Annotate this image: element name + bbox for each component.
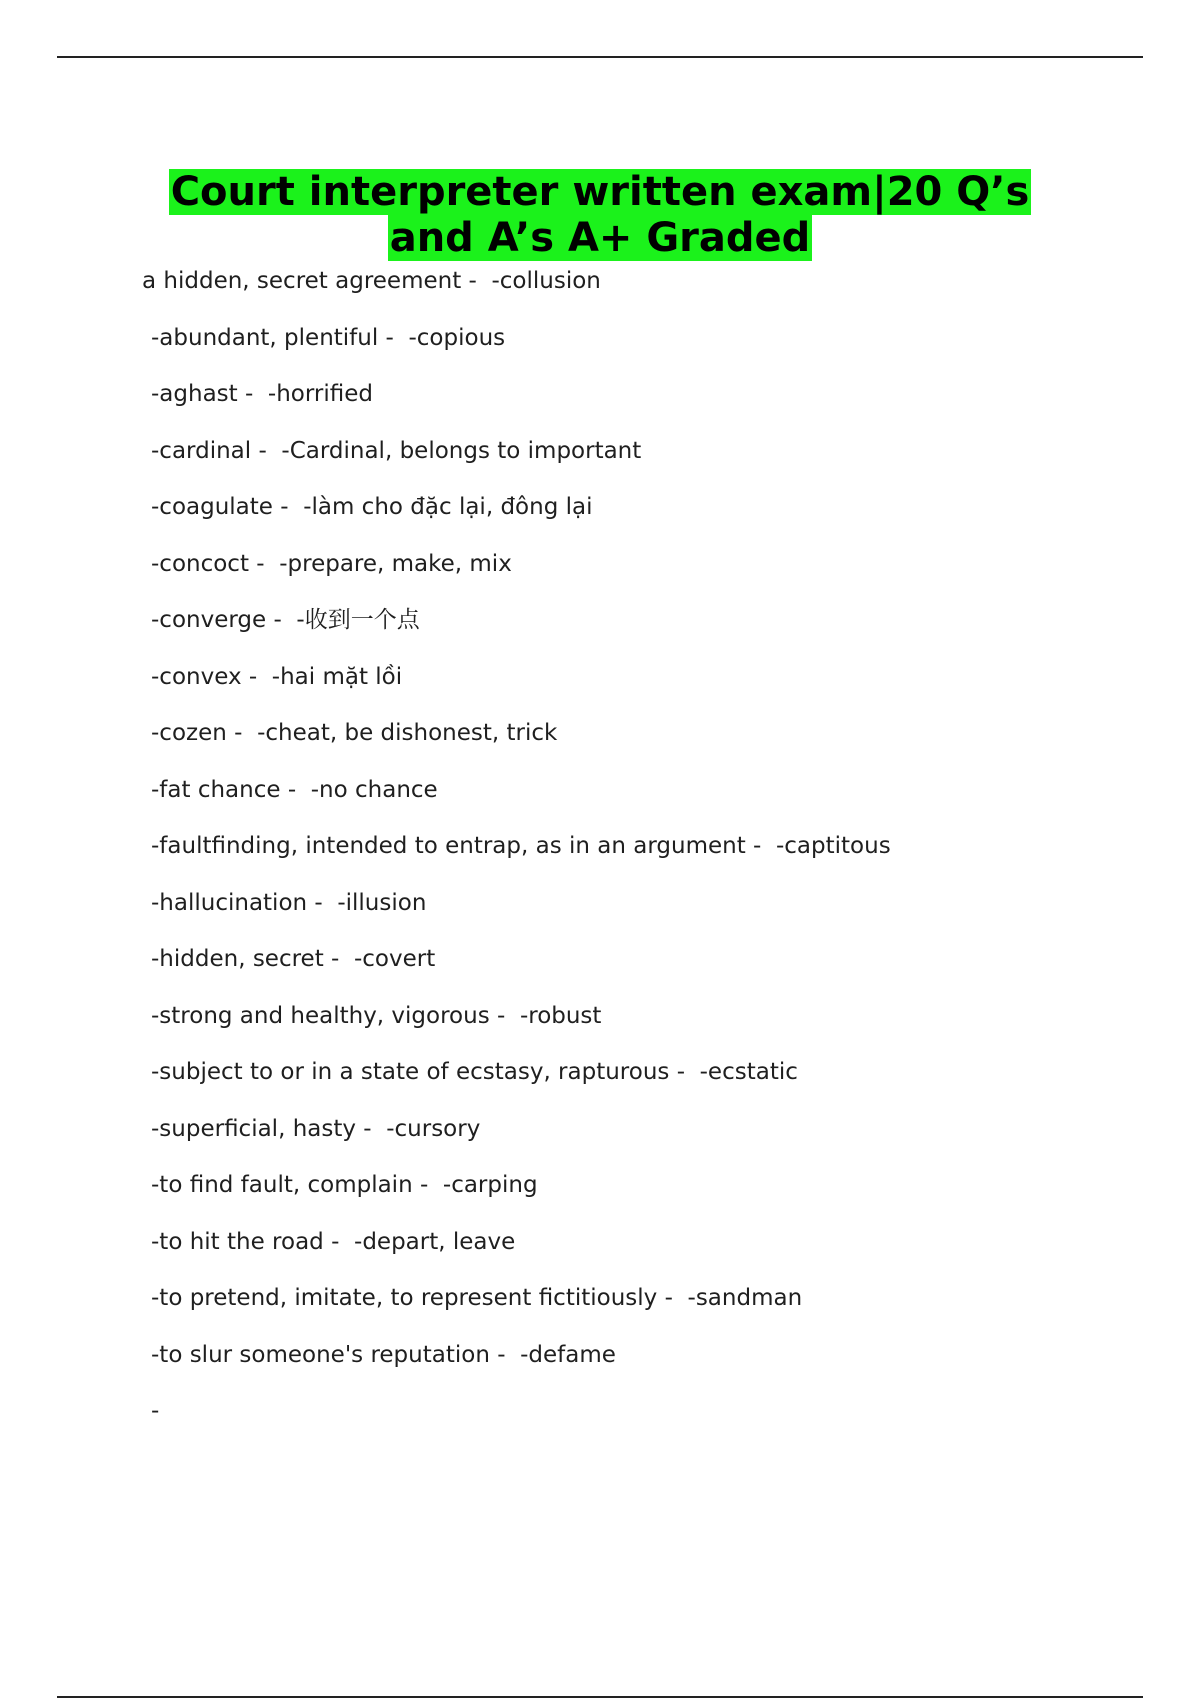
list-item bbox=[151, 1336, 1144, 1393]
entry-separator: - bbox=[272, 494, 304, 520]
list-item bbox=[151, 375, 1144, 432]
list-item bbox=[151, 1110, 1144, 1167]
entry-answer: -sandman bbox=[687, 1285, 803, 1311]
list-item bbox=[151, 884, 1144, 941]
entry-term: -convex bbox=[151, 663, 242, 690]
entry-separator: - bbox=[461, 268, 492, 294]
list-item bbox=[151, 997, 1144, 1054]
list-item bbox=[151, 545, 1144, 602]
entry-term: -hallucination bbox=[151, 889, 308, 916]
entry-term: -to hit the road bbox=[151, 1228, 324, 1255]
entry-separator: - bbox=[489, 1341, 521, 1368]
entry-separator: - bbox=[307, 889, 338, 916]
bottom-rule bbox=[57, 1696, 1143, 1698]
entry-term: a hidden, secret agreement bbox=[142, 268, 462, 294]
entry-term: -cozen bbox=[151, 720, 227, 746]
entry-answer: -captitous bbox=[775, 833, 891, 859]
list-item bbox=[151, 714, 1144, 771]
entry-term: -abundant, plentiful bbox=[151, 324, 379, 351]
entry-answer: -collusion bbox=[491, 268, 601, 294]
entry-separator: - bbox=[657, 1285, 688, 1311]
entry-separator: - bbox=[745, 833, 776, 859]
entry-separator: - bbox=[237, 381, 268, 407]
entry-term: -subject to or in a state of ecstasy, rapturous bbox=[151, 1059, 670, 1085]
list-item bbox=[151, 319, 1144, 376]
entry-separator: - bbox=[412, 1172, 443, 1198]
entry-answer: -prepare, make, mix bbox=[279, 550, 512, 577]
entry-separator: - bbox=[241, 663, 272, 690]
entry-separator: - bbox=[355, 1115, 387, 1142]
list-item bbox=[151, 771, 1144, 828]
entry-separator: - bbox=[280, 776, 311, 803]
entry-term: -hidden, secret bbox=[151, 946, 324, 972]
entry-answer: -làm cho đặc lại, đông lại bbox=[303, 494, 593, 520]
entry-separator: - bbox=[226, 720, 258, 746]
entry-answer: -收到一个点 bbox=[296, 607, 420, 633]
entry-answer: -carping bbox=[442, 1172, 538, 1198]
entry-answer: -ecstatic bbox=[699, 1059, 798, 1085]
top-rule bbox=[57, 56, 1143, 58]
entry-term: -to find fault, complain bbox=[151, 1172, 413, 1198]
entry-term: -converge bbox=[151, 607, 267, 633]
entry-term: -superficial, hasty bbox=[151, 1115, 356, 1142]
entry-term: -faultfinding, intended to entrap, as in an argument bbox=[151, 833, 746, 859]
list-item bbox=[151, 1279, 1144, 1336]
entry-separator: - bbox=[323, 946, 354, 972]
entry-separator: - bbox=[489, 1002, 520, 1029]
entry-term: -aghast bbox=[151, 381, 238, 407]
entry-separator: - bbox=[251, 437, 282, 464]
entry-answer: -covert bbox=[353, 946, 436, 972]
entry-separator: - bbox=[323, 1228, 355, 1255]
list-item bbox=[151, 1053, 1144, 1110]
list-item bbox=[151, 601, 1144, 658]
list-item bbox=[151, 1223, 1144, 1280]
entry-answer: -horrified bbox=[267, 381, 373, 407]
list-item bbox=[151, 940, 1144, 997]
entry-separator: - bbox=[248, 550, 280, 577]
entry-answer: -defame bbox=[520, 1341, 616, 1368]
entry-answer: -illusion bbox=[337, 889, 427, 916]
entry-term: -to slur someone's reputation bbox=[151, 1341, 490, 1368]
entry-answer: -depart, leave bbox=[354, 1228, 516, 1255]
entry-answer: -copious bbox=[408, 324, 506, 351]
entry-separator: - bbox=[266, 607, 297, 633]
entry-term: -strong and healthy, vigorous bbox=[151, 1002, 490, 1029]
entry-answer: -hai mặt lồi bbox=[271, 663, 403, 690]
entry-answer: -Cardinal, belongs to important bbox=[281, 437, 642, 464]
list-item bbox=[151, 827, 1144, 884]
title-line-2: and A’s A+ Graded bbox=[389, 214, 811, 261]
list-item bbox=[151, 1166, 1144, 1223]
entry-term: -fat chance bbox=[151, 776, 281, 803]
page-title bbox=[0, 169, 1200, 261]
entry-separator: - bbox=[378, 324, 409, 351]
title-line-1: Court interpreter written exam|20 Q’s bbox=[170, 168, 1030, 215]
trailing-dash: - bbox=[151, 1398, 160, 1424]
entry-answer: -no chance bbox=[310, 776, 438, 803]
entry-separator: - bbox=[669, 1059, 700, 1085]
list-item bbox=[151, 658, 1144, 715]
entry-answer: -cursory bbox=[386, 1115, 481, 1142]
list-item bbox=[151, 432, 1144, 489]
entry-answer: -robust bbox=[519, 1002, 602, 1029]
entry-term: -to pretend, imitate, to represent fictitiously bbox=[151, 1285, 658, 1311]
qa-list bbox=[144, 262, 1144, 1449]
entry-term: -coagulate bbox=[151, 494, 273, 520]
list-item bbox=[151, 488, 1144, 545]
entry-term: -cardinal bbox=[151, 437, 252, 464]
list-item bbox=[142, 262, 1144, 319]
entry-term: -concoct bbox=[151, 550, 249, 577]
entry-answer: -cheat, be dishonest, trick bbox=[257, 720, 558, 746]
